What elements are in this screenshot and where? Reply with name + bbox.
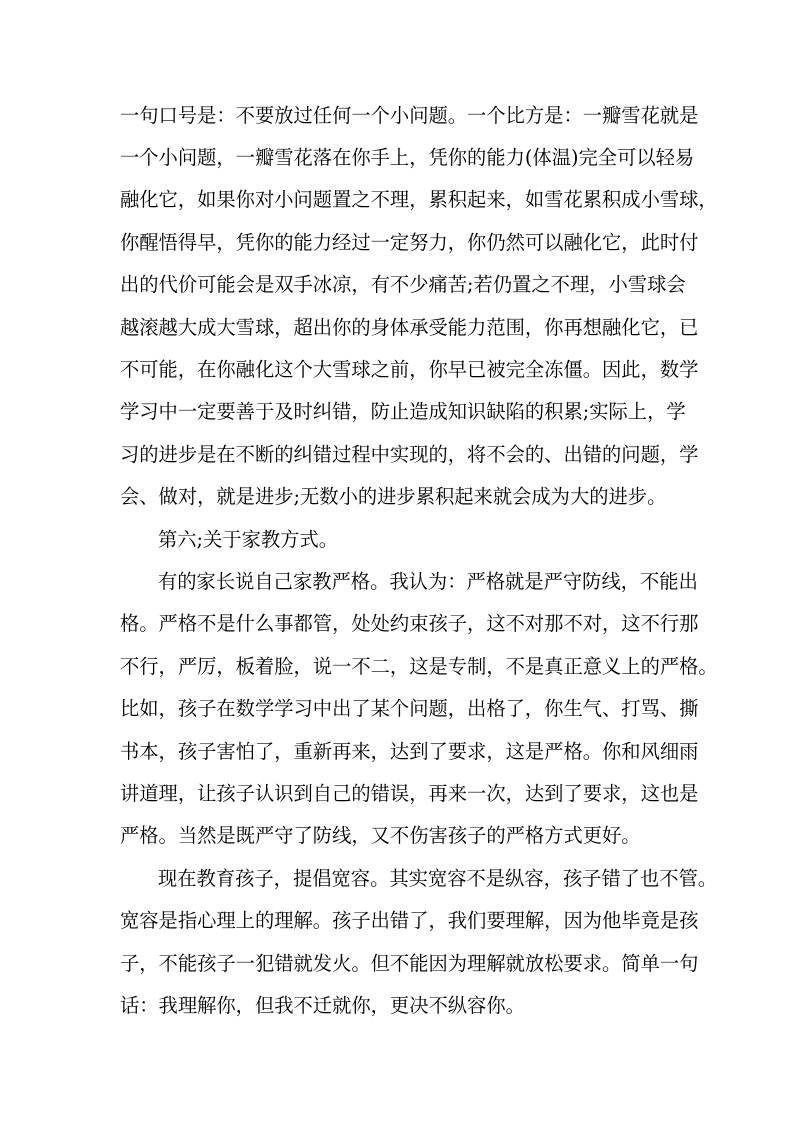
paragraph-line: 书本，孩子害怕了，重新再来，达到了要求，这是严格。你和风细雨: [120, 740, 699, 763]
paragraph-line: 习的进步是在不断的纠错过程中实现的，将不会的、出错的问题，学: [120, 443, 699, 466]
paragraph-line: 有的家长说自己家教严格。我认为：严格就是严守防线，不能出: [158, 570, 698, 593]
paragraph-line: 现在教育孩子，提倡宽容。其实宽容不是纵容，孩子错了也不管。: [158, 867, 718, 890]
paragraph-line: 不可能，在你融化这个大雪球之前，你早已被完全冻僵。因此，数学: [120, 358, 699, 381]
paragraph-line: 融化它，如果你对小问题置之不理，累积起来，如雪花累积成小雪球，: [120, 188, 718, 211]
paragraph-line: 宽容是指心理上的理解。孩子出错了，我们要理解，因为他毕竟是孩: [120, 909, 699, 932]
paragraph-line: 你醒悟得早，凭你的能力经过一定努力，你仍然可以融化它，此时付: [120, 231, 699, 254]
paragraph-line: 话：我理解你，但我不迁就你，更决不纵容你。: [120, 994, 525, 1017]
paragraph-line: 不行，严厉，板着脸，说一不二，这是专制，不是真正意义上的严格。: [120, 655, 718, 678]
paragraph-line: 一句口号是：不要放过任何一个小问题。一个比方是：一瓣雪花就是: [120, 104, 699, 127]
section-heading: 第六;关于家教方式。: [158, 528, 339, 551]
paragraph-line: 一个小问题，一瓣雪花落在你手上，凭你的能力(体温)完全可以轻易: [120, 146, 695, 169]
paragraph-line: 学习中一定要善于及时纠错，防止造成知识缺陷的积累;实际上，学: [120, 400, 686, 423]
paragraph-line: 格。严格不是什么事都管，处处约束孩子，这不对那不对，这不行那: [120, 612, 699, 635]
paragraph-line: 会、做对，就是进步;无数小的进步累积起来就会成为大的进步。: [120, 485, 667, 508]
paragraph-line: 子，不能孩子一犯错就发火。但不能因为理解就放松要求。简单一句: [120, 952, 699, 975]
paragraph-line: 比如，孩子在数学学习中出了某个问题，出格了，你生气、打骂、撕: [120, 697, 699, 720]
paragraph-line: 越滚越大成大雪球，超出你的身体承受能力范围，你再想融化它，已: [120, 316, 699, 339]
paragraph-line: 讲道理，让孩子认识到自己的错误，再来一次，达到了要求，这也是: [120, 782, 699, 805]
paragraph-line: 出的代价可能会是双手冰凉，有不少痛苦;若仍置之不理，小雪球会: [120, 273, 686, 296]
paragraph-line: 严格。当然是既严守了防线，又不伤害孩子的严格方式更好。: [120, 824, 641, 847]
